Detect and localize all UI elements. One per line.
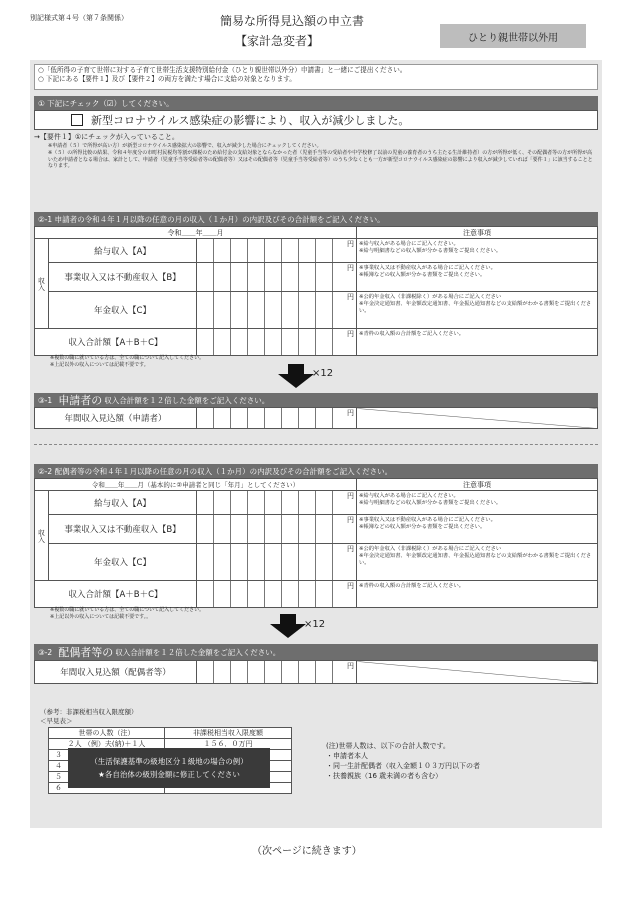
total-income-label: 収入合計額【A＋B＋C】 xyxy=(35,329,197,356)
yen-unit: 円 xyxy=(347,545,354,553)
covid-checkbox-label: 新型コロナウイルス感染症の影響により、収入が減少しました。 xyxy=(91,114,410,127)
household-note-item: ・扶養親族（16 歳未満の者も含む） xyxy=(326,772,443,780)
spouse-total-income-field[interactable] xyxy=(197,581,357,608)
income-side-label: 収入 xyxy=(35,239,49,329)
pension-income-note: ※公的年金収入（非課税除く）がある場合にご記入ください ※年金決定通知書、年金額改定通知書、年金振込通知書などの支給額がわかる書類をご提出ください。 xyxy=(357,292,598,329)
section3-1-number: ③-1 xyxy=(38,395,53,405)
reference-people: ４ xyxy=(49,761,165,772)
reference-overlay-line-1: （生活保護基準の級地区分１級地の場合の例） xyxy=(90,757,248,766)
form-title: 簡易な所得見込額の申立書 xyxy=(220,14,365,28)
reference-people: ５ xyxy=(49,772,165,783)
covid-checkbox[interactable] xyxy=(71,114,83,126)
reference-people: ２人 （例）夫(納)＋１人 xyxy=(49,739,165,750)
reference-col-limit: 非課税相当収入限度額 xyxy=(165,728,292,739)
yen-unit: 円 xyxy=(347,582,354,590)
intro-line-2: ○ 下記にある【要件１】及び【要件２】の両方を満たす場合に支給の対象となります。 xyxy=(38,75,296,83)
spouse-annual-table xyxy=(34,660,598,684)
applicant-annual-label: 年間収入見込額（申請者） xyxy=(35,408,197,429)
section2-1-foot-1: ※複数の職に就いている方は、全ての職について記入してください。 xyxy=(50,355,205,361)
section1-note-2: ※（５）の所得比較の結果、令和４年度分の市町村民税均等割が課税のため給付金の支給対象とならなかった者（児童手当等の受給者や中学校修了以前の児童の養育者のうち主たる生計維持者）の方が所得が低く、その配偶者等の方が所得が高いため申請者となる場合は、家計として、申請者（児童手当等受給者等の配偶者等）又はその配偶者等（児童手当等受給者等）のうち少なくとも一方が新型コロナウイルス感染症の影響により収入が減少していれば「要件１」に該当することとなります。 xyxy=(48,150,593,169)
spouse-salary-income-label: 給与収入【A】 xyxy=(49,491,197,515)
multiplier-label: ×12 xyxy=(312,368,334,379)
covid-checkbox-row[interactable] xyxy=(34,110,598,130)
pension-income-field[interactable] xyxy=(197,292,357,329)
section2-1-foot-2: ※上記以外の収入については記載不要です。 xyxy=(50,362,149,368)
reference-people: ６ xyxy=(49,783,165,794)
household-note-item: ・申請者本人 xyxy=(326,752,368,760)
salary-income-label: 給与収入【A】 xyxy=(49,239,197,263)
total-income-note: ※青枠の収入額の合計額をご記入ください。 xyxy=(357,329,598,356)
yen-unit: 円 xyxy=(347,662,354,670)
reference-title: （参考：非課税相当収入限度額） xyxy=(40,708,138,716)
total-income-field[interactable] xyxy=(197,329,357,356)
spouse-total-income-note: ※青枠の収入額の合計額をご記入ください。 xyxy=(357,581,598,608)
reference-col-people: 世帯の人数（注） xyxy=(49,728,165,739)
household-note-title: (注)世帯人数は、以下の合計人数です。 xyxy=(326,742,450,750)
applicant-month-label: 令和＿＿年＿＿月 xyxy=(35,227,357,239)
spouse-business-income-note: ※事業収入又は不動産収入がある場合にご記入ください。 ※帳簿などの収入額が分かる書類をご提出ください。 xyxy=(357,515,598,544)
intro-line-1: ○「低所得の子育て世帯に対する子育て世帯生活支援特別給付金（ひとり親世帯以外分）申請書」と一緒にご提出ください。 xyxy=(38,66,407,74)
spouse-pension-income-label: 年金収入【C】 xyxy=(49,544,197,581)
section3-2-number: ③-2 xyxy=(38,647,53,657)
section2-1-bar: ②-1 申請者の令和４年１月以降の任意の月の収入（１か月）の内訳及びその合計額をご記入ください。 xyxy=(34,212,598,226)
form-subtitle: 【家計急変者】 xyxy=(235,34,320,48)
spouse-pension-income-field[interactable] xyxy=(197,544,357,581)
spouse-annual-label: 年間収入見込額（配偶者等） xyxy=(35,661,197,684)
reference-limit: １５６．０万円 xyxy=(165,739,292,750)
applicant-annual-blank xyxy=(357,408,598,429)
form-number: 別記様式第４号（第７条関係） xyxy=(30,14,128,22)
spouse-notes-header: 注意事項 xyxy=(357,479,598,491)
applicant-annual-field[interactable] xyxy=(197,408,357,429)
section-divider xyxy=(34,444,598,445)
yen-unit: 円 xyxy=(347,240,354,248)
section3-1-instruction: 収入合計額を１２倍した金額をご記入ください。 xyxy=(104,395,270,405)
reference-overlay xyxy=(68,748,270,788)
section1-note-1: ※申請者（５）で所得が高い方）が新型コロナウイルス感染拡大の影響で、収入が減少した場合にチェックしてください。 xyxy=(48,143,322,149)
business-income-field[interactable] xyxy=(197,263,357,292)
reference-people: ３ xyxy=(49,750,165,761)
spouse-salary-income-note: ※給与収入がある場合にご記入ください。 ※給与明細書などの収入額が分かる書類をご提出ください。 xyxy=(357,491,598,515)
section2-2-bar: ②-2 配偶者等の令和４年１月以降の任意の月の収入（１か月）の内訳及びその合計額をご記入ください。 xyxy=(34,464,598,478)
pension-income-label: 年金収入【C】 xyxy=(49,292,197,329)
spouse-annual-field[interactable] xyxy=(197,661,357,684)
spouse-total-income-label: 収入合計額【A＋B＋C】 xyxy=(35,581,197,608)
reference-overlay-line-2: ★各自治体の級別金額に修正してください xyxy=(98,770,240,779)
applicant-notes-header: 注意事項 xyxy=(357,227,598,239)
reference-subtitle: ＜早見表＞ xyxy=(40,717,73,725)
section3-2-instruction: 収入合計額を１２倍した金額をご記入ください。 xyxy=(115,647,281,657)
business-income-label: 事業収入又は不動産収入【B】 xyxy=(49,263,197,292)
applicant-income-table xyxy=(34,226,598,356)
continued-footer: （次ページに続きます） xyxy=(252,846,362,857)
section2-2-foot-1: ※複数の職に就いている方は、全ての職について記入してください。 xyxy=(50,607,205,613)
section1-bar: ① 下記にチェック（☑）してください。 xyxy=(34,96,598,110)
yen-unit: 円 xyxy=(347,409,354,417)
income-side-label: 収入 xyxy=(35,491,49,581)
intro-box xyxy=(34,64,598,90)
spouse-income-table xyxy=(34,478,598,608)
applicant-annual-table xyxy=(34,407,598,429)
yen-unit: 円 xyxy=(347,330,354,338)
salary-income-note: ※給与収入がある場合にご記入ください。 ※給与明細書などの収入額が分かる書類をご提出ください。 xyxy=(357,239,598,263)
salary-income-field[interactable] xyxy=(197,239,357,263)
business-income-note: ※事業収入又は不動産収入がある場合にご記入ください。 ※帳簿などの収入額が分かる書類をご提出ください。 xyxy=(357,263,598,292)
household-type-badge: ひとり親世帯以外用 xyxy=(440,24,586,48)
section3-2-subject: 配偶者等の xyxy=(58,646,114,659)
section2-2-foot-2: ※上記以外の収入については記載不要です。。 xyxy=(50,614,152,620)
multiplier-label: ×12 xyxy=(304,619,326,630)
spouse-business-income-label: 事業収入又は不動産収入【B】 xyxy=(49,515,197,544)
yen-unit: 円 xyxy=(347,293,354,301)
down-arrow-icon xyxy=(270,614,306,638)
requirement1-note: →【要件１】①にチェックが入っていること。 xyxy=(34,133,179,141)
yen-unit: 円 xyxy=(347,516,354,524)
spouse-month-label: 令和＿＿年＿＿月（基本的に②申請者と同じ「年月」としてください） xyxy=(35,479,357,491)
household-note-item: ・同一生計配偶者（収入金額１０３万円以下の者 xyxy=(326,762,480,770)
spouse-pension-income-note: ※公的年金収入（非課税除く）がある場合にご記入ください ※年金決定通知書、年金額改定通知書、年金振込通知書などの支給額がわかる書類をご提出ください。 xyxy=(357,544,598,581)
section3-1-bar xyxy=(34,393,598,407)
yen-unit: 円 xyxy=(347,264,354,272)
section3-2-bar xyxy=(34,644,598,660)
down-arrow-icon xyxy=(278,364,314,388)
spouse-annual-blank xyxy=(357,661,598,684)
spouse-salary-income-field[interactable] xyxy=(197,491,357,515)
yen-unit: 円 xyxy=(347,492,354,500)
spouse-business-income-field[interactable] xyxy=(197,515,357,544)
section3-1-subject: 申請者の xyxy=(58,394,103,407)
